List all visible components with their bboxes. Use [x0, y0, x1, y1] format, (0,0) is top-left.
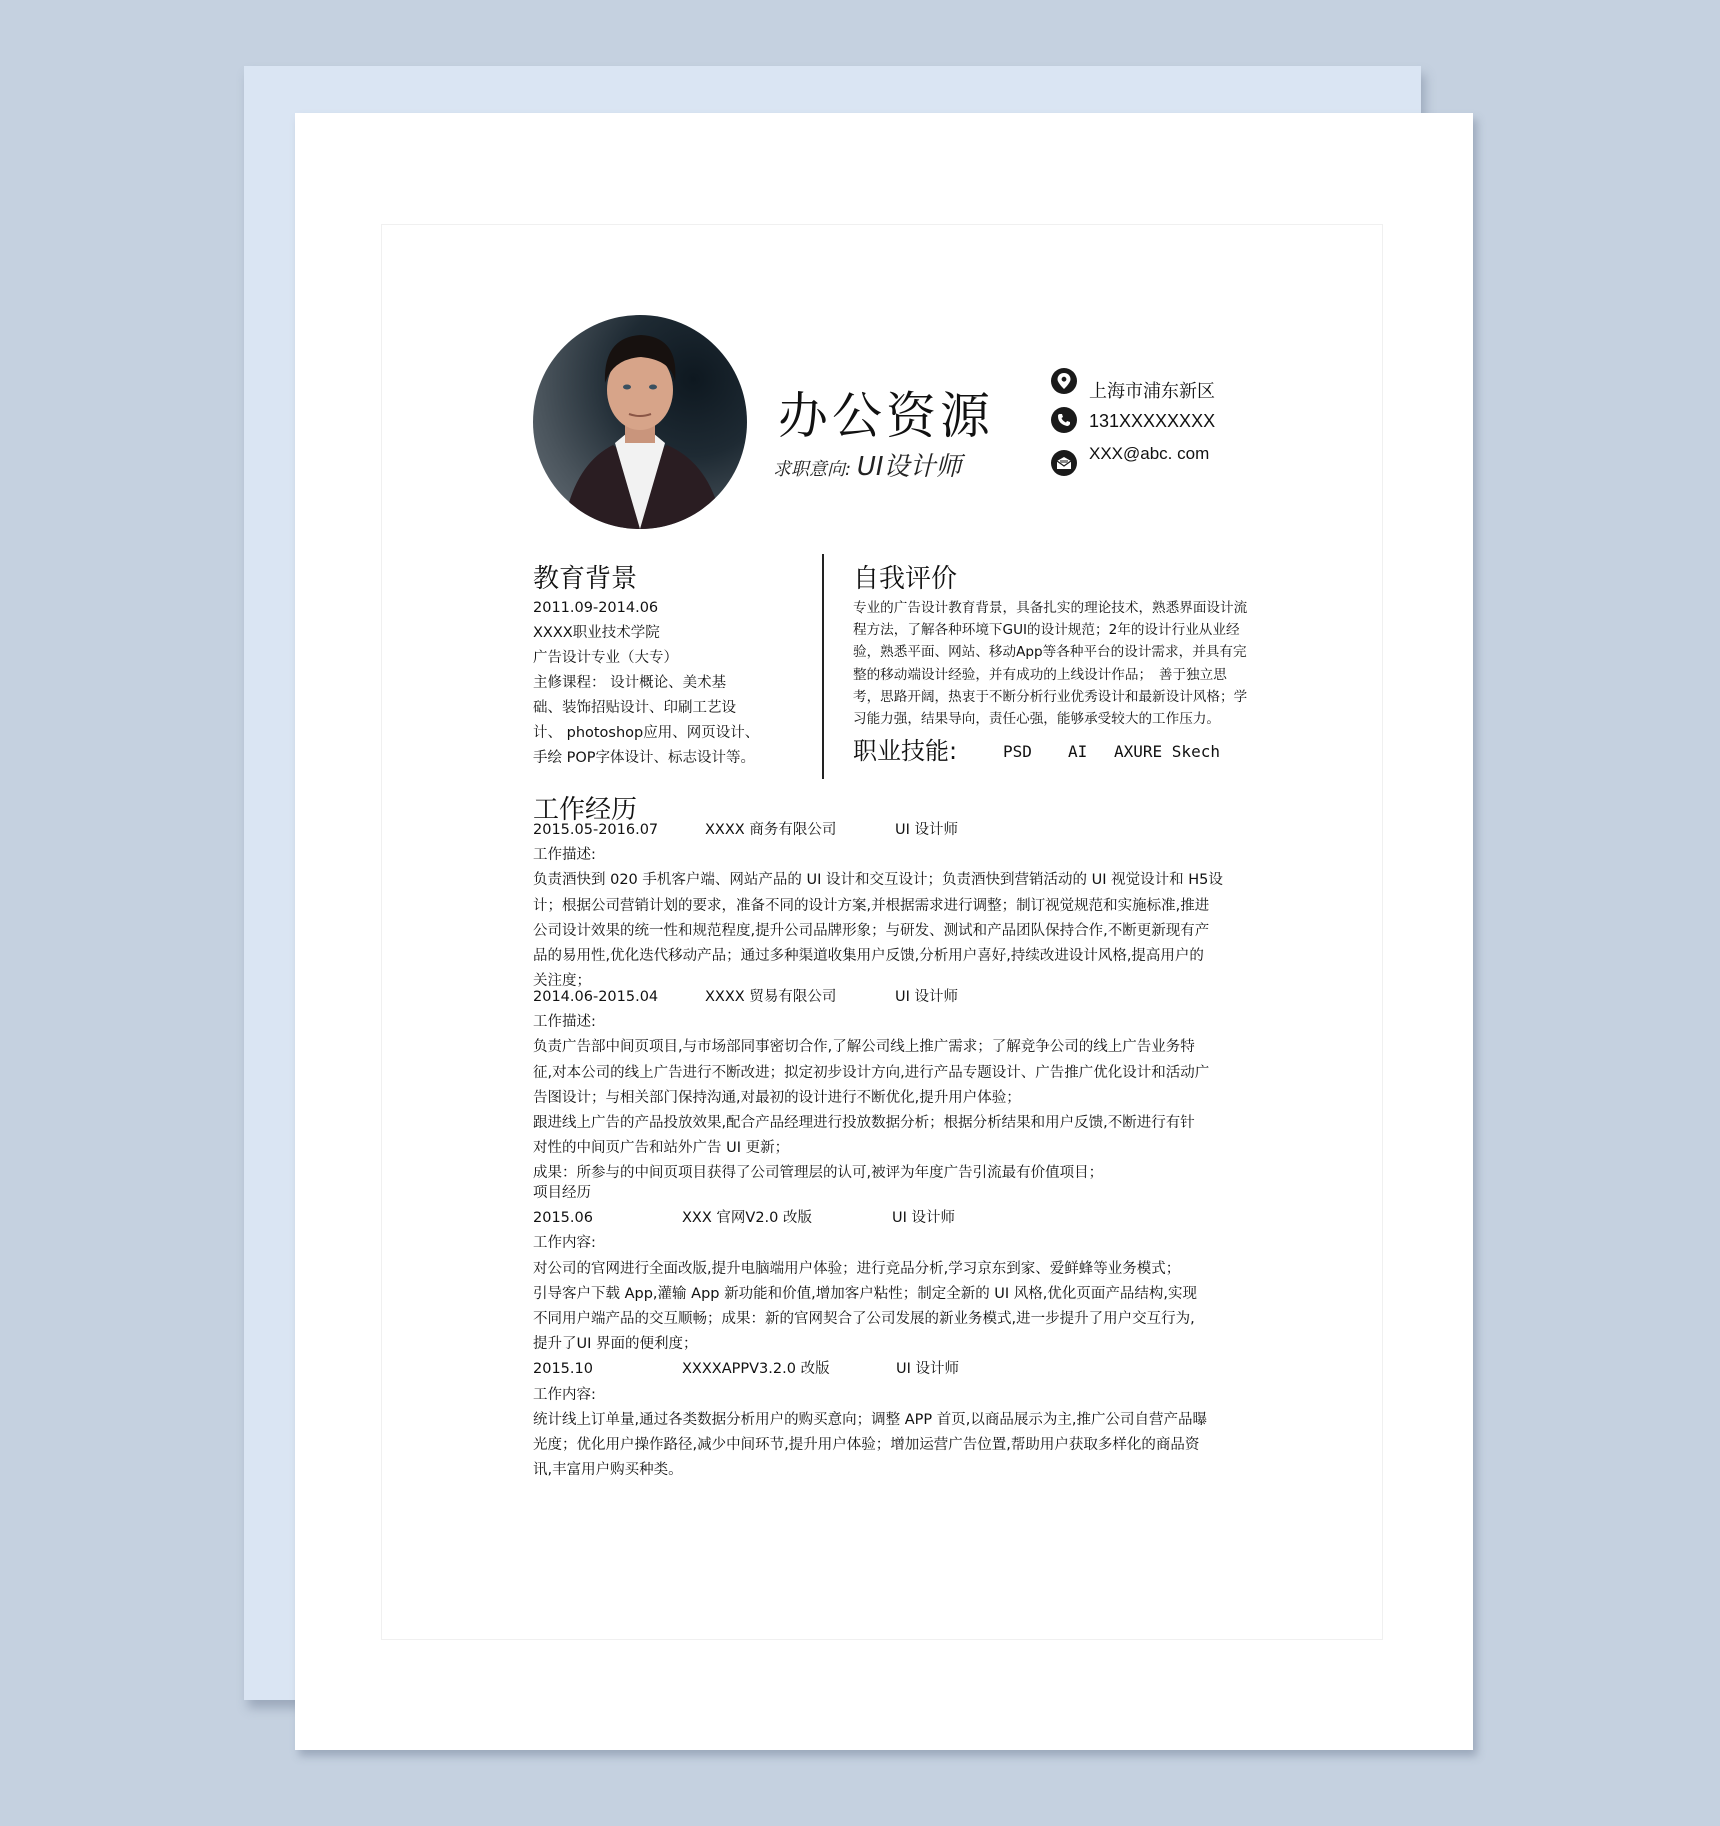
- job-desc-line: 对性的中间页广告和站外广告 UI 更新；: [533, 1140, 790, 1157]
- self-evaluation-text: [853, 597, 1247, 730]
- skill-axure-sketch: AXURE Skech: [1114, 742, 1220, 761]
- work-title: 工作经历: [533, 795, 638, 825]
- job-company: XXXX 商务有限公司: [705, 822, 837, 838]
- job-desc-line: 负责酒快到 020 手机客户端、网站产品的 UI 设计和交互设计；负责酒快到营销活动的 UI 视觉设计和 H5设: [533, 872, 1223, 889]
- job-desc-line: 告图设计；与相关部门保持沟通,对最初的设计进行不断优化,提升用户体验；: [533, 1089, 1021, 1106]
- self-evaluation-line: 习能力强，结果导向，责任心强，能够承受较大的工作压力。: [853, 711, 1221, 728]
- project-desc-line: 引导客户下载 App,灌输 App 新功能和价值,增加客户粘性；制定全新的 UI 风格,优化页面产品结构,实现: [533, 1285, 1198, 1302]
- project-header: [533, 1206, 1273, 1231]
- column-divider: [822, 554, 824, 779]
- job-desc-line: 计；根据公司营销计划的要求，准备不同的设计方案,并根据需求进行调整；制订视觉规范和实施标准,推进: [533, 897, 1210, 914]
- avatar-photo: [533, 315, 747, 529]
- job-role: UI 设计师: [895, 989, 958, 1005]
- project-role: UI 设计师: [892, 1210, 955, 1227]
- skills-title: 职业技能:: [853, 737, 958, 765]
- project-name: XXX 官网V2.0 改版: [682, 1210, 812, 1227]
- job-desc-line: 品的易用性,优化迭代移动产品；通过多种渠道收集用户反馈,分析用户喜好,持续改进设计风格,提高用户的: [533, 948, 1204, 965]
- project-desc-line: 光度；优化用户操作路径,减少中间环节,提升用户体验；增加运营广告位置,帮助用户获取多样化的商品资: [533, 1437, 1200, 1454]
- project-desc-line: 对公司的官网进行全面改版,提升电脑端用户体验；进行竞品分析,学习京东到家、爱鲜蜂等业务模式；: [533, 1260, 1181, 1277]
- education-section: [533, 596, 793, 771]
- contact-address: 上海市浦东新区: [1089, 381, 1215, 402]
- education-school: XXXX职业技术学院: [533, 625, 660, 641]
- skill-ai: AI: [1068, 742, 1088, 761]
- person-portrait-icon: [533, 315, 747, 529]
- education-major: 广告设计专业（大专）: [533, 650, 678, 666]
- candidate-name: 办公资源: [778, 387, 994, 445]
- self-evaluation-title: 自我评价: [853, 564, 958, 594]
- project-period: 2015.10: [533, 1361, 593, 1378]
- project-header: [533, 1357, 1273, 1382]
- education-courses-line: 础、装饰招贴设计、印刷工艺设: [533, 700, 736, 716]
- education-courses-line: 主修课程： 设计概论、美术基: [533, 675, 727, 691]
- project-desc-line: 不同用户端产品的交互顺畅；成果：新的官网契合了公司发展的新业务模式,进一步提升了用户交互行为,: [533, 1311, 1195, 1328]
- self-evaluation-line: 考，思路开阔，热衷于不断分析行业优秀设计和最新设计风格；学: [853, 688, 1248, 705]
- self-evaluation-line: 验，熟悉平面、网站、移动App等各种平台的设计需求，并具有完: [853, 644, 1247, 661]
- project-desc-label: 工作内容:: [533, 1386, 596, 1403]
- job-desc-line: 跟进线上广告的产品投放效果,配合产品经理进行投放数据分析；根据分析结果和用户反馈,不断进行有针: [533, 1115, 1195, 1132]
- job-period: 2015.05-2016.07: [533, 822, 659, 838]
- job-intent-value: UI设计师: [856, 452, 962, 482]
- project-desc-line: 统计线上订单量,通过各类数据分析用户的购买意向；调整 APP 首页,以商品展示为主,推广公司自营产品曝: [533, 1411, 1207, 1428]
- work-job-2: [533, 985, 1273, 1187]
- project-role: UI 设计师: [896, 1361, 959, 1378]
- education-period: 2011.09-2014.06: [533, 600, 659, 616]
- project-desc-label: 工作内容:: [533, 1235, 596, 1252]
- job-intent: [773, 446, 962, 483]
- phone-icon: [1051, 407, 1077, 433]
- job-desc-line: 征,对本公司的线上广告进行不断改进；拟定初步设计方向,进行产品专题设计、广告推广优化设计和活动广: [533, 1064, 1210, 1081]
- project-period: 2015.06: [533, 1210, 593, 1227]
- job-desc-label: 工作描述:: [533, 1014, 596, 1031]
- job-period: 2014.06-2015.04: [533, 989, 659, 1005]
- job-desc-line: 关注度；: [533, 973, 591, 990]
- job-role: UI 设计师: [895, 822, 958, 838]
- contact-phone: 131XXXXXXXX: [1089, 411, 1216, 431]
- job-header: [533, 985, 1273, 1010]
- skill-psd: PSD: [1003, 742, 1032, 761]
- work-job-1: [533, 818, 1273, 994]
- self-evaluation-line: 整的移动端设计经验，并有成功的上线设计作品； 善于独立思: [853, 666, 1227, 683]
- self-evaluation-line: 程方法，了解各种环境下GUI的设计规范；2年的设计行业从业经: [853, 622, 1240, 639]
- self-evaluation-line: 专业的广告设计教育背景，具备扎实的理论技术，熟悉界面设计流: [853, 600, 1248, 616]
- contact-email: XXX@abc. com: [1089, 444, 1210, 463]
- project-desc-line: 讯,丰富用户购买种类。: [533, 1462, 683, 1479]
- job-company: XXXX 贸易有限公司: [705, 989, 837, 1005]
- education-courses-line: 计、 photoshop应用、网页设计、: [533, 725, 760, 741]
- job-desc-line: 成果：所参与的中间页项目获得了公司管理层的认可,被评为年度广告引流最有价值项目；: [533, 1165, 1104, 1182]
- projects-section: [533, 1181, 1273, 1483]
- education-courses-line: 手绘 POP字体设计、标志设计等。: [533, 750, 756, 766]
- mail-icon: [1051, 450, 1077, 476]
- job-desc-line: 负责广告部中间页项目,与市场部同事密切合作,了解公司线上推广需求；了解竞争公司的线上广告业务特: [533, 1039, 1195, 1056]
- job-intent-label: 求职意向:: [773, 459, 852, 480]
- projects-title: 项目经历: [533, 1185, 591, 1201]
- education-title: 教育背景: [533, 564, 638, 594]
- job-desc-line: 公司设计效果的统一性和规范程度,提升公司品牌形象；与研发、测试和产品团队保持合作,不断更新现有产: [533, 922, 1210, 939]
- job-desc-label: 工作描述:: [533, 847, 596, 864]
- project-desc-line: 提升了UI 界面的便利度；: [533, 1336, 698, 1353]
- location-pin-icon: [1051, 368, 1077, 394]
- job-header: [533, 818, 1273, 843]
- project-name: XXXXAPPV3.2.0 改版: [682, 1361, 830, 1378]
